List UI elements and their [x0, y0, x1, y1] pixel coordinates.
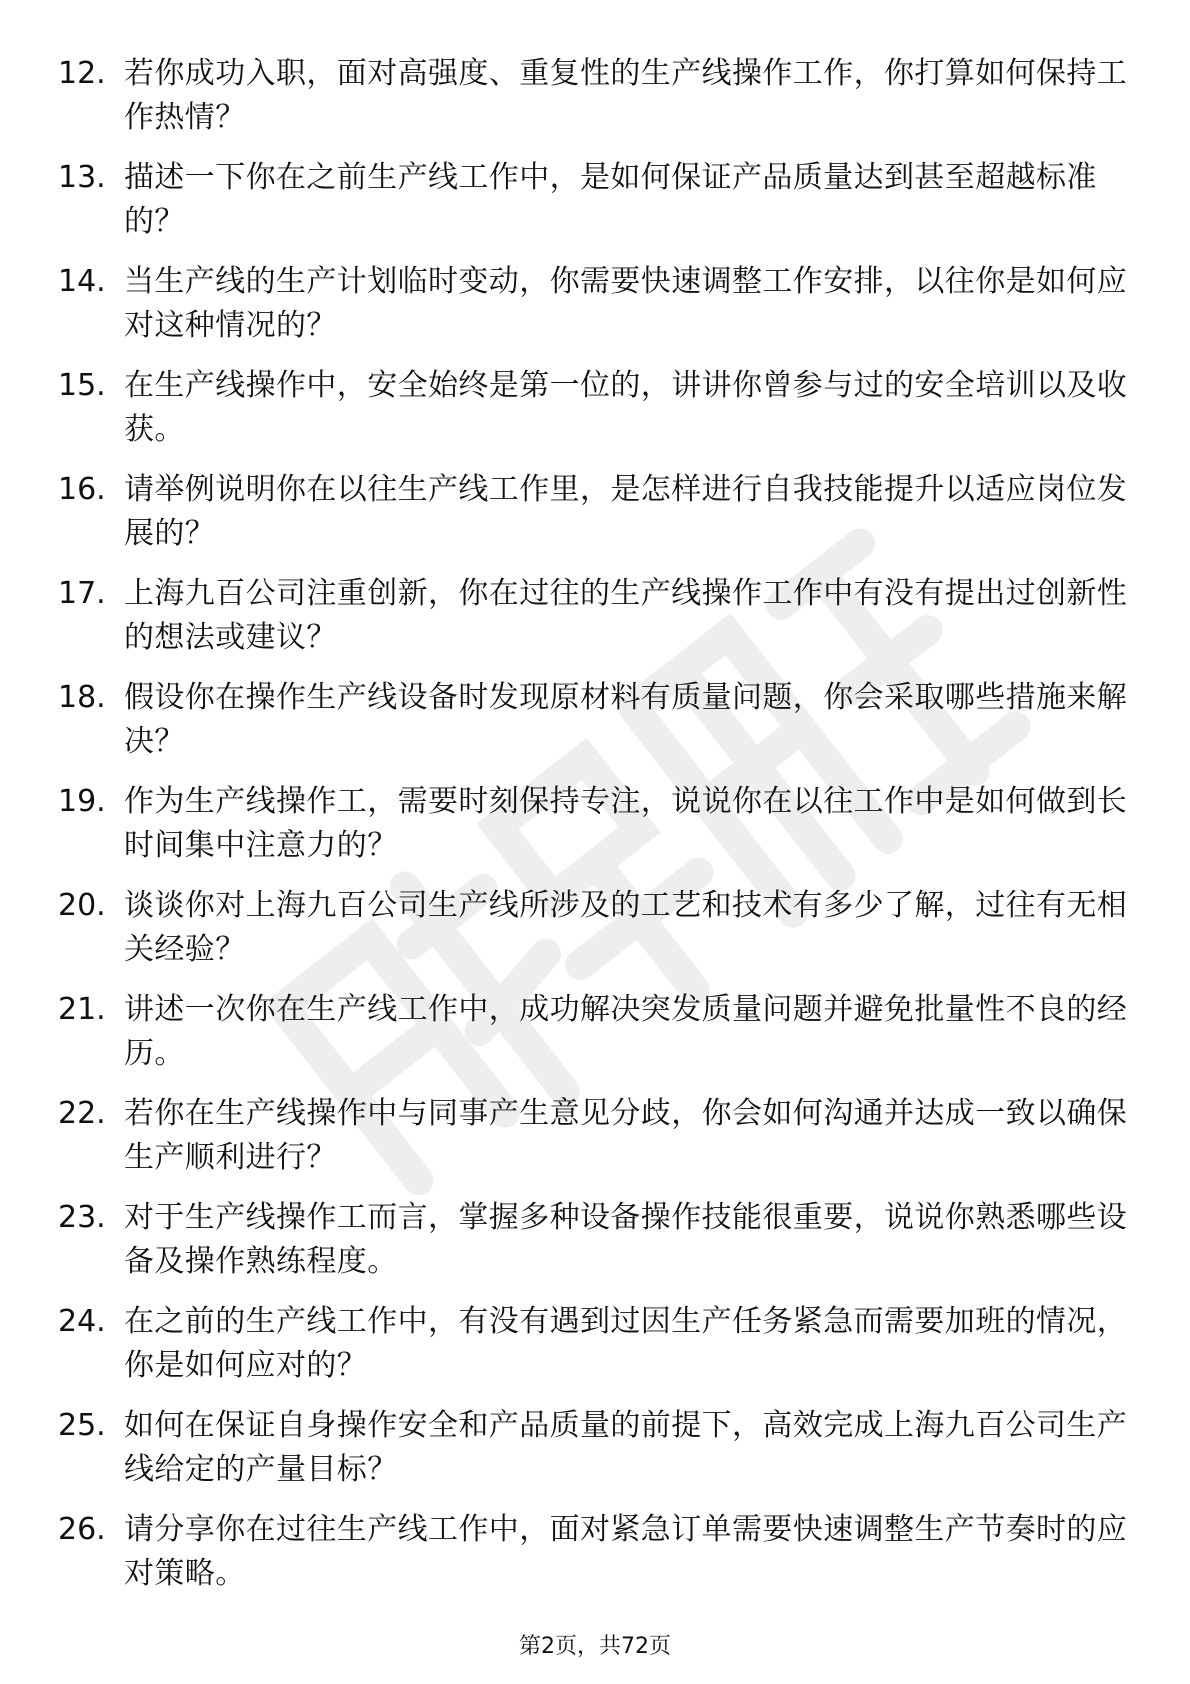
question-number: 26. — [58, 1512, 106, 1547]
question-item — [58, 1508, 1128, 1612]
question-item — [58, 572, 1128, 676]
question-item — [58, 52, 1128, 156]
question-number: 14. — [58, 264, 106, 299]
question-number: 22. — [58, 1096, 106, 1131]
question-text: 在生产线操作中，安全始终是第一位的，讲讲你曾参与过的安全培训以及收获。 — [124, 368, 1128, 447]
question-item — [58, 1300, 1128, 1404]
question-text: 在之前的生产线工作中，有没有遇到过因生产任务紧急而需要加班的情况，你是如何应对的？ — [124, 1304, 1128, 1383]
question-number: 21. — [58, 992, 106, 1027]
question-text: 对于生产线操作工而言，掌握多种设备操作技能很重要，说说你熟悉哪些设备及操作熟练程度。 — [124, 1200, 1128, 1279]
question-text: 上海九百公司注重创新，你在过往的生产线操作工作中有没有提出过创新性的想法或建议？ — [124, 576, 1128, 655]
page-footer: 第2页，共72页 — [519, 1634, 671, 1659]
question-item — [58, 676, 1128, 780]
question-number: 18. — [58, 680, 106, 715]
question-item — [58, 884, 1128, 988]
question-text: 假设你在操作生产线设备时发现原材料有质量问题，你会采取哪些措施来解决？ — [124, 680, 1128, 759]
question-number: 12. — [58, 56, 106, 91]
question-item — [58, 1404, 1128, 1508]
question-number: 15. — [58, 368, 106, 403]
question-number: 25. — [58, 1408, 106, 1443]
question-text: 请分享你在过往生产线工作中，面对紧急订单需要快速调整生产节奏时的应对策略。 — [124, 1512, 1128, 1591]
question-number: 20. — [58, 888, 106, 923]
question-list — [58, 52, 1128, 1612]
question-number: 23. — [58, 1200, 106, 1235]
question-number: 16. — [58, 472, 106, 507]
question-text: 谈谈你对上海九百公司生产线所涉及的工艺和技术有多少了解，过往有无相关经验？ — [124, 888, 1128, 967]
question-text: 请举例说明你在以往生产线工作里，是怎样进行自我技能提升以适应岗位发展的？ — [124, 472, 1128, 551]
question-item — [58, 364, 1128, 468]
question-number: 17. — [58, 576, 106, 611]
question-text: 如何在保证自身操作安全和产品质量的前提下，高效完成上海九百公司生产线给定的产量目标？ — [124, 1408, 1128, 1487]
question-item — [58, 988, 1128, 1092]
question-text: 当生产线的生产计划临时变动，你需要快速调整工作安排，以往你是如何应对这种情况的？ — [124, 264, 1128, 343]
question-number: 19. — [58, 784, 106, 819]
question-text: 若你成功入职，面对高强度、重复性的生产线操作工作，你打算如何保持工作热情？ — [124, 56, 1128, 135]
question-item — [58, 1092, 1128, 1196]
question-text: 描述一下你在之前生产线工作中，是如何保证产品质量达到甚至超越标准的？ — [124, 160, 1097, 239]
question-number: 24. — [58, 1304, 106, 1339]
question-number: 13. — [58, 160, 106, 195]
question-item — [58, 468, 1128, 572]
question-item — [58, 780, 1128, 884]
question-item — [58, 260, 1128, 364]
question-text: 作为生产线操作工，需要时刻保持专注，说说你在以往工作中是如何做到长时间集中注意力的？ — [124, 784, 1128, 863]
question-item — [58, 156, 1128, 260]
question-text: 若你在生产线操作中与同事产生意见分歧，你会如何沟通并达成一致以确保生产顺利进行？ — [124, 1096, 1128, 1175]
question-text: 讲述一次你在生产线工作中，成功解决突发质量问题并避免批量性不良的经历。 — [124, 992, 1128, 1071]
question-item — [58, 1196, 1128, 1300]
